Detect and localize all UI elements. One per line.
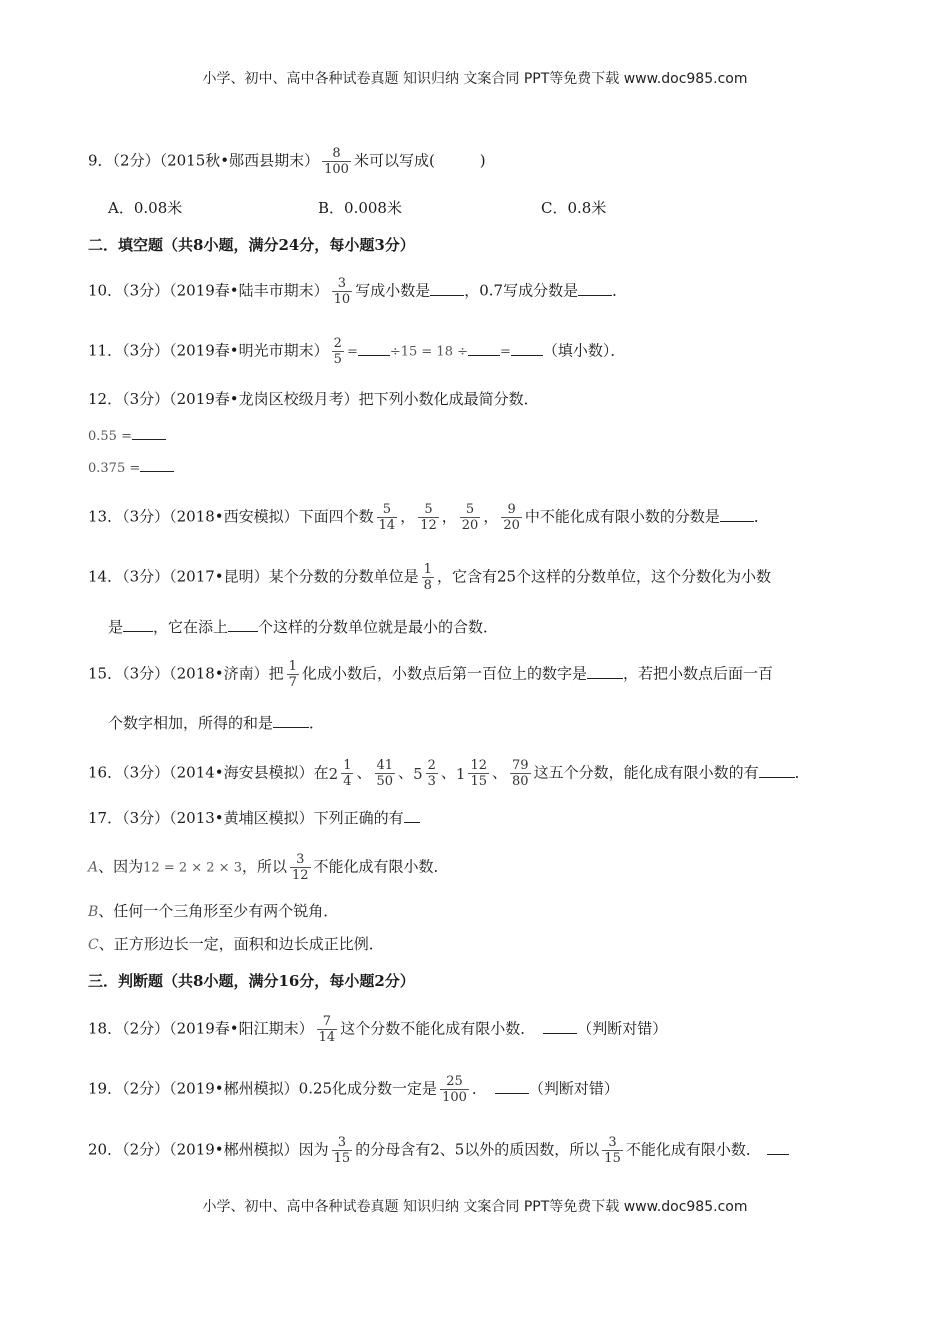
q9-prefix: 9．（2分）（2015秋•郧西县期末） [88,151,320,170]
fraction: $\frac{12}{15}$ [470,758,487,789]
answer-blank[interactable] [123,617,153,632]
fraction: $\frac{79}{80}$ [512,758,529,789]
q12-item-2: 0.375 = [88,457,174,479]
fraction: $\frac{8}{100}$ [324,146,349,177]
answer-blank[interactable] [495,1079,529,1094]
q9-option-b: B．0.008米 [318,199,402,217]
question-12: 12．（3分）（2019春•龙岗区校级月考）把下列小数化成最简分数． [88,390,539,408]
answer-blank[interactable] [358,341,390,356]
answer-blank[interactable] [430,281,464,296]
fraction: $\frac{1}{7}$ [288,659,297,690]
fraction: $\frac{1}{4}$ [343,758,352,789]
answer-blank[interactable] [273,713,309,728]
answer-blank[interactable] [228,617,258,632]
answer-blank[interactable] [767,1140,789,1155]
answer-blank[interactable] [587,664,623,679]
question-14: 14．（3分）（2017•昆明）某个分数的分数单位是 $\frac{1}{8}$ ，它含有25个这样的分数单位，这个分数化为小数 [88,562,772,593]
section-3-title: 三．判断题（共8小题，满分16分，每小题2分） [88,972,415,990]
fraction: $\frac{3}{15}$ [604,1135,621,1166]
answer-blank[interactable] [468,341,500,356]
fraction: $\frac{7}{14}$ [318,1014,336,1045]
question-9 [88,146,486,177]
page-header: 小学、初中、高中各种试卷真题 知识归纳 文案合同 PPT等免费下载 www.doc985.com [202,71,748,87]
q9-option-a: A．0.08米 [108,199,183,217]
fraction: $\frac{5}{20}$ [461,502,479,533]
fraction: $\frac{9}{20}$ [503,502,520,533]
fraction: $\frac{3}{12}$ [291,852,309,883]
answer-blank[interactable] [759,763,795,778]
section-2-title: 二．填空题（共8小题，满分24分，每小题3分） [88,236,415,254]
question-15-cont: 个数字相加，所得的和是 ． [108,714,325,732]
q9-option-c: C．0.8米 [541,199,607,217]
q17-option-a: A、因为12 = 2 × 2 × 3，所以 $\frac{3}{12}$ 不能化成有限小数． [88,852,449,883]
answer-blank[interactable] [720,507,754,522]
q17-option-b: B、任何一个三角形至少有两个锐角． [88,902,339,920]
answer-blank[interactable] [543,1019,577,1034]
fraction: $\frac{1}{8}$ [423,562,432,593]
fraction: $\frac{2}{5}$ [333,336,342,367]
answer-blank[interactable] [404,808,420,823]
question-14-cont: 是 ，它在添上 个这样的分数单位就是最小的合数． [108,618,499,636]
answer-blank[interactable] [578,281,612,296]
page-footer: 小学、初中、高中各种试卷真题 知识归纳 文案合同 PPT等免费下载 www.doc985.com [202,1199,748,1215]
fraction: $\frac{5}{14}$ [378,502,396,533]
question-16: 16．（3分）（2014•海安县模拟）在2 $\frac{1}{4}$ 、 $\frac{41}{50}$ 、5 $\frac{2}{3}$ 、1 $\frac{12}{15}$ 、 $\frac{79}{80}$ 这五个分数，能化成有限小数的有 ． [88,758,810,789]
answer-blank[interactable] [511,341,543,356]
question-20: 20．（2分）（2019•郴州模拟）因为 $\frac{3}{15}$ 的分母含有2、5以外的质因数，所以 $\frac{3}{15}$ 不能化成有限小数． [88,1135,789,1166]
fraction: $\frac{3}{10}$ [333,276,351,307]
question-17: 17．（3分）（2013•黄埔区模拟）下列正确的有 [88,808,420,828]
question-18: 18．（2分）（2019春•阳江期末） $\frac{7}{14}$ 这个分数不能化成有限小数． （判断对错） [88,1014,668,1045]
question-19: 19．（2分）（2019•郴州模拟）0.25化成分数一定是 $\frac{25}{100}$ ． （判断对错） [88,1074,619,1105]
question-15: 15．（3分）（2018•济南）把 $\frac{1}{7}$ 化成小数后，小数点后第一百位上的数字是 ，若把小数点后面一百 [88,659,773,690]
question-10: 10．（3分）（2019春•陆丰市期末） $\frac{3}{10}$ 写成小数是 ，0.7写成分数是 ． [88,276,628,307]
answer-blank[interactable] [140,457,174,472]
q17-option-c: C、正方形边长一定，面积和边长成正比例． [88,935,384,953]
question-11: 11．（3分）（2019春•明光市期末） $\frac{2}{5}$ = ÷15 = 18 ÷ = （填小数）． [88,336,626,367]
answer-blank[interactable] [132,425,166,440]
fraction: $\frac{2}{3}$ [427,758,436,789]
fraction: $\frac{3}{15}$ [333,1135,351,1166]
fraction: $\frac{25}{100}$ [442,1074,467,1105]
q12-item-1: 0.55 = [88,425,166,447]
fraction: $\frac{41}{50}$ [376,758,394,789]
q9-text: 米可以写成( ) [353,151,486,170]
fraction: $\frac{5}{12}$ [420,502,437,533]
question-13: 13．（3分）（2018•西安模拟）下面四个数 $\frac{5}{14}$ ， $\frac{5}{12}$ ， $\frac{5}{20}$ ， $\frac{9}{20}$ 中不能化成有限小数的分数是 ． [88,502,769,533]
